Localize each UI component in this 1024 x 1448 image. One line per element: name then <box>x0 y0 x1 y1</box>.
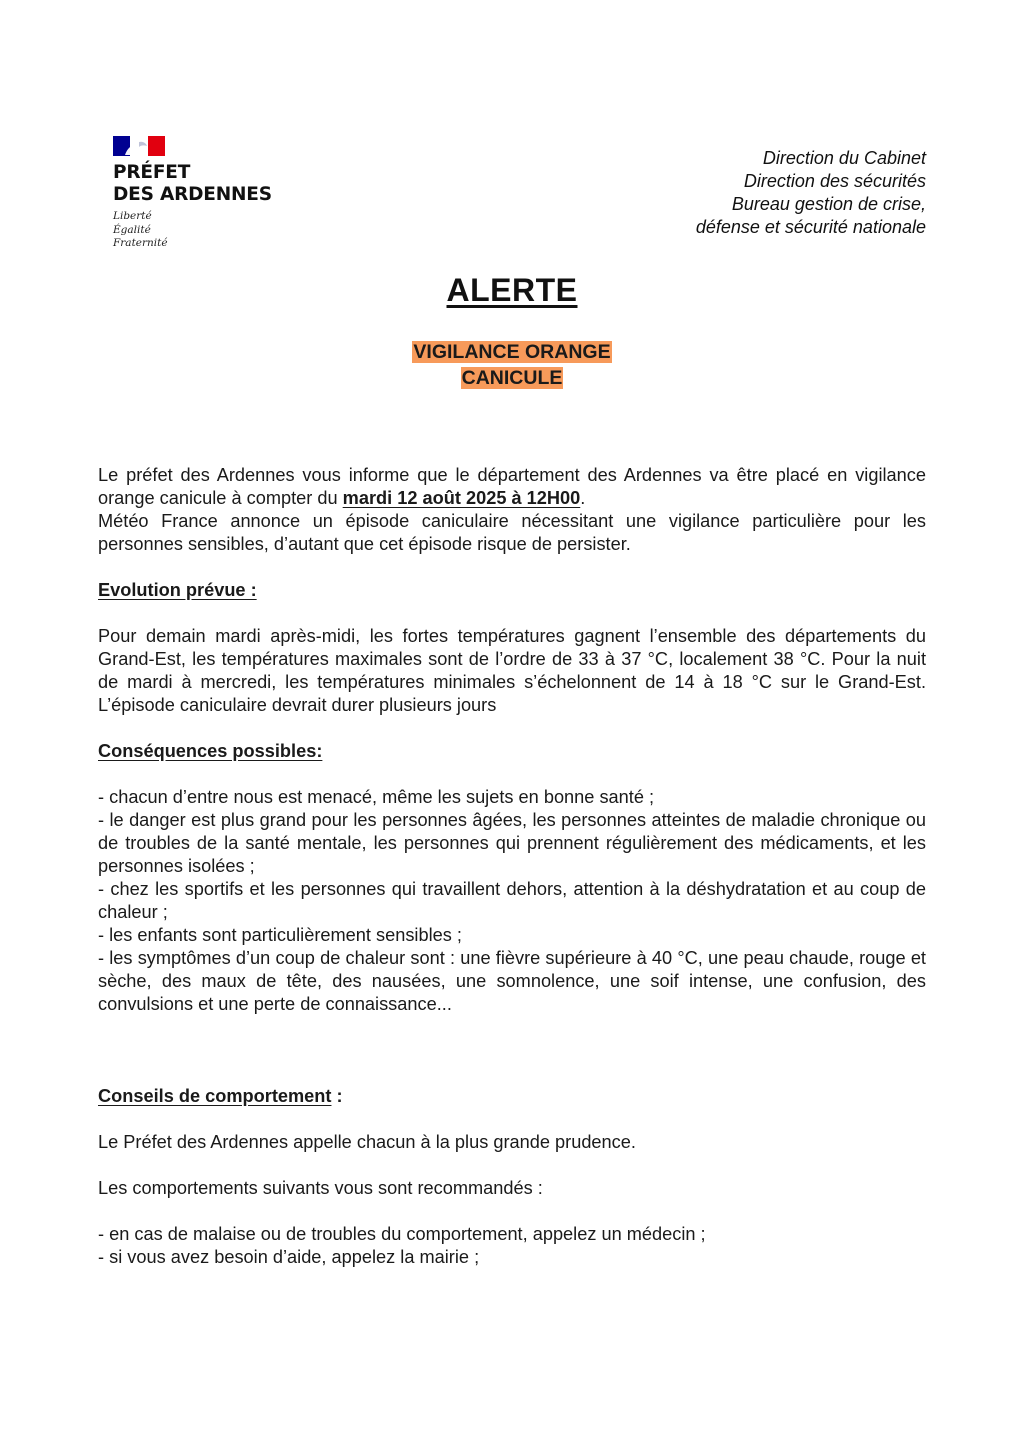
conseils-heading-line <box>98 1085 926 1108</box>
alert-date: mardi 12 août 2025 à 12H00 <box>342 488 581 508</box>
consequence-item-3: - chez les sportifs et les personnes qui travaillent dehors, attention à la déshydratation et au coup de chaleur ; <box>98 879 926 922</box>
republic-motto <box>113 210 272 251</box>
alert-body <box>98 464 926 1269</box>
department-block <box>696 147 926 239</box>
department-line-2: Direction des sécurités <box>743 171 926 191</box>
department-line-1: Direction du Cabinet <box>762 148 926 168</box>
logo-line1: PRÉFET <box>113 162 191 183</box>
evolution-paragraph: Pour demain mardi après-midi, les fortes températures gagnent l’ensemble des départements du Grand-Est, les températures maximales sont de l’ordre de 33 à 37 °C, localement 38 °C. Pour la nuit de mardi à mercredi, les températures minimales s’échelonnent de 14 à 18 °C sur le Grand-Est. L’épisode caniculaire devrait durer plusieurs jours <box>98 626 926 715</box>
intro-period: . <box>580 488 586 508</box>
consequence-item-4: - les enfants sont particulièrement sensibles ; <box>98 925 462 945</box>
motto-fraternite: Fraternité <box>113 237 168 249</box>
department-line-3: Bureau gestion de crise, <box>731 194 926 214</box>
vigilance-banner <box>0 339 1024 391</box>
intro-text: Le préfet des Ardennes vous informe que le département des Ardennes va être placé en vigilance orange canicule à compter du <box>98 465 926 508</box>
intro-paragraph <box>98 464 926 510</box>
prudence-paragraph: Le Préfet des Ardennes appelle chacun à la plus grande prudence. <box>98 1132 636 1152</box>
marianne-flag-icon <box>113 136 165 156</box>
intro-second-paragraph: Météo France annonce un épisode caniculaire nécessitant une vigilance particulière pour les personnes sensibles, d’autant que cet épisode risque de persister. <box>98 511 926 554</box>
recommendations-intro: Les comportements suivants vous sont recommandés : <box>98 1178 543 1198</box>
consequence-item-2: - le danger est plus grand pour les personnes âgées, les personnes atteintes de maladie chronique ou de troubles de la santé mentale, les personnes qui prennent régulièrement des médicaments, et les personnes isolées ; <box>98 810 926 876</box>
vigilance-line-1: VIGILANCE ORANGE <box>413 341 611 363</box>
conseils-heading: Conseils de comportement <box>98 1086 332 1106</box>
recommendation-item-1: - en cas de malaise ou de troubles du comportement, appelez un médecin ; <box>98 1224 706 1244</box>
motto-liberte: Liberté <box>113 210 152 222</box>
prefet-logo <box>113 136 272 251</box>
vigilance-line-2: CANICULE <box>461 367 563 389</box>
motto-egalite: Égalité <box>113 223 151 236</box>
evolution-heading: Evolution prévue : <box>98 580 257 600</box>
consequence-item-1: - chacun d’entre nous est menacé, même les sujets en bonne santé ; <box>98 787 655 807</box>
conseils-heading-suffix: : <box>331 1086 343 1106</box>
logo-line2: DES ARDENNES <box>113 184 272 205</box>
consequences-heading: Conséquences possibles: <box>98 741 323 761</box>
consequence-item-5: - les symptômes d’un coup de chaleur sont : une fièvre supérieure à 40 °C, une peau chaude, rouge et sèche, des maux de tête, des nausées, une somnolence, une soif intense, une confusion, des convulsions et une perte de connaissance... <box>98 948 926 1014</box>
department-line-4: défense et sécurité nationale <box>695 217 926 237</box>
alert-title: ALERTE <box>446 272 578 308</box>
recommendation-item-2: - si vous avez besoin d’aide, appelez la mairie ; <box>98 1247 480 1267</box>
